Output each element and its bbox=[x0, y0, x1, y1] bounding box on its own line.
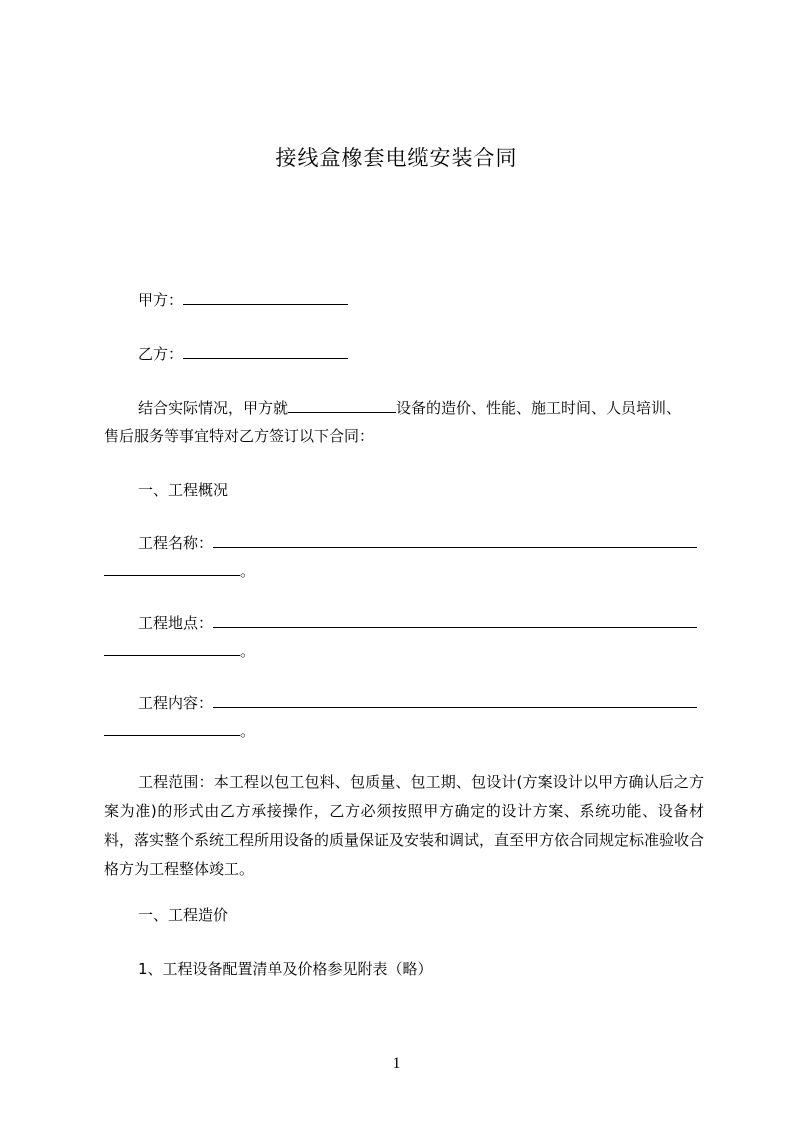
project-location-line bbox=[138, 612, 697, 634]
section-heading-cost: 一、工程造价 bbox=[138, 906, 229, 924]
project-content-label: 工程内容： bbox=[138, 694, 214, 712]
party-b-line bbox=[138, 343, 348, 365]
party-a-line bbox=[138, 289, 348, 311]
party-a-blank[interactable] bbox=[183, 289, 348, 305]
intro-line-1 bbox=[138, 397, 681, 419]
project-name-label: 工程名称： bbox=[138, 534, 214, 552]
project-location-line-2 bbox=[104, 640, 255, 662]
section-heading-overview: 一、工程概况 bbox=[138, 481, 229, 499]
document-title: 接线盒橡套电缆安装合同 bbox=[275, 146, 518, 170]
party-b-label: 乙方： bbox=[138, 345, 184, 363]
period-mark: 。 bbox=[240, 642, 256, 660]
project-content-line bbox=[138, 692, 697, 714]
project-name-blank-2[interactable] bbox=[104, 560, 240, 576]
period-mark: 。 bbox=[240, 562, 256, 580]
intro-text-part2: 设备的造价、性能、施工时间、人员培训、 bbox=[396, 399, 682, 417]
project-content-blank-2[interactable] bbox=[104, 720, 240, 736]
party-a-label: 甲方： bbox=[138, 291, 184, 309]
project-name-line-2 bbox=[104, 560, 255, 582]
page-number: 1 bbox=[392, 1055, 401, 1072]
scope-paragraph: 工程范围：本工程以包工包料、包质量、包工期、包设计(方案设计以甲方确认后之方案为准)的形式由乙方承接操作，乙方必须按照甲方确定的设计方案、系统功能、设备材料，落实整个系统工程所用设备的质量保证及安装和调试，直至甲方依合同规定标准验收合格方为工程整体竣工。 bbox=[104, 773, 705, 878]
project-name-line bbox=[138, 532, 697, 554]
project-content-blank[interactable] bbox=[213, 692, 697, 708]
equipment-blank[interactable] bbox=[288, 397, 396, 413]
project-location-blank[interactable] bbox=[213, 612, 697, 628]
cost-item-1: 1、工程设备配置清单及价格参见附表（略） bbox=[138, 960, 433, 978]
project-content-line-2 bbox=[104, 720, 255, 742]
project-location-blank-2[interactable] bbox=[104, 640, 240, 656]
intro-line-2: 售后服务等事宜特对乙方签订以下合同： bbox=[104, 427, 375, 445]
period-mark: 。 bbox=[240, 722, 256, 740]
project-location-label: 工程地点： bbox=[138, 614, 214, 632]
project-name-blank[interactable] bbox=[213, 532, 697, 548]
intro-text-part1: 结合实际情况，甲方就 bbox=[138, 399, 289, 417]
party-b-blank[interactable] bbox=[183, 343, 348, 359]
